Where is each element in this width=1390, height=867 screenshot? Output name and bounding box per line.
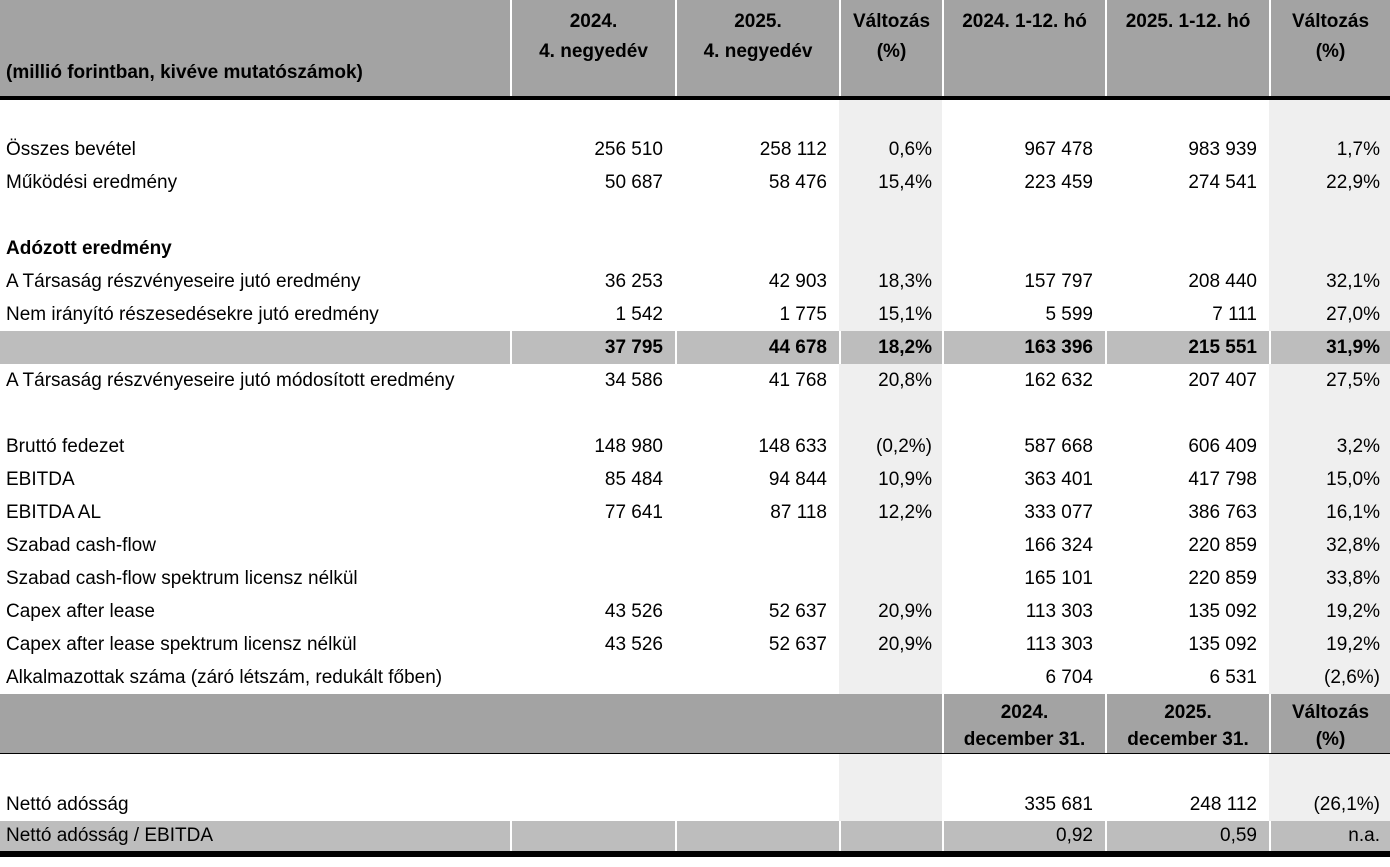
cell-value <box>1105 100 1269 133</box>
cell-value: 32,1% <box>1269 265 1390 298</box>
cell-value <box>675 199 839 232</box>
row-label: Alkalmazottak száma (záró létszám, redukált főben) <box>6 666 443 688</box>
cell-value: 606 409 <box>1188 435 1257 457</box>
cell-value <box>675 232 839 265</box>
cell-value: 386 763 <box>1188 501 1257 523</box>
cell-value: 1,7% <box>1269 133 1390 166</box>
row-label: Capex after lease <box>6 600 155 622</box>
cell-value <box>1105 199 1269 232</box>
cell-value: 15,0% <box>1269 463 1390 496</box>
cell-value: 27,5% <box>1269 364 1390 397</box>
cell-value <box>839 788 942 821</box>
row-label: A Társaság részvényeseire jutó eredmény <box>6 270 361 292</box>
cell-value: 148 980 <box>594 435 663 457</box>
row-label: Szabad cash-flow spektrum licensz nélkül <box>6 567 358 589</box>
cell-value: 165 101 <box>1024 567 1093 589</box>
header-line: Változás <box>852 11 931 32</box>
cell-value: 248 112 <box>1189 793 1257 815</box>
row-label: Működési eredmény <box>6 171 178 193</box>
table-row <box>0 821 1390 851</box>
row-label <box>0 397 510 430</box>
cell-value: 967 478 <box>1024 138 1093 160</box>
header-cell-empty <box>0 694 942 753</box>
table-row <box>0 166 1390 199</box>
cell-value: 163 396 <box>942 331 1105 364</box>
cell-value: 7 111 <box>1212 303 1257 325</box>
cell-value <box>839 661 942 694</box>
header-line: december 31. <box>963 729 1086 750</box>
cell-value <box>675 562 839 595</box>
cell-value <box>839 562 942 595</box>
cell-value <box>1269 397 1390 430</box>
cell-value <box>1269 232 1390 265</box>
cell-value: 6 704 <box>1045 666 1093 688</box>
header-line: 2024. 1-12. hó <box>962 11 1087 32</box>
cell-value: 87 118 <box>770 501 827 523</box>
header-cell-2024-dec31 <box>942 694 1105 753</box>
row-label: Nettó adósság <box>6 793 129 815</box>
cell-value: 58 476 <box>768 171 827 193</box>
cell-value <box>675 661 839 694</box>
cell-value <box>510 397 675 430</box>
row-label: EBITDA AL <box>6 501 102 523</box>
header-line: 2024. <box>569 11 618 32</box>
table-row <box>0 463 1390 496</box>
table-row <box>0 562 1390 595</box>
header-line: 4. negyedév <box>539 41 648 62</box>
cell-value: 113 303 <box>1025 600 1093 622</box>
cell-value: 166 324 <box>1024 534 1093 556</box>
cell-value: 18,3% <box>839 265 942 298</box>
table-row <box>0 529 1390 562</box>
cell-value: 215 551 <box>1105 331 1269 364</box>
cell-value: 587 668 <box>1024 435 1093 457</box>
cell-value: 220 859 <box>1188 567 1257 589</box>
spacer-row <box>0 754 1390 788</box>
header-cell-2025-dec31 <box>1105 694 1269 753</box>
cell-value: 36 253 <box>604 270 663 292</box>
cell-value: 18,2% <box>839 331 942 364</box>
cell-value <box>1269 199 1390 232</box>
cell-value: 1 542 <box>615 303 663 325</box>
cell-value <box>1105 232 1269 265</box>
cell-value: 148 633 <box>758 435 827 457</box>
cell-value: 33,8% <box>1269 562 1390 595</box>
cell-value <box>510 754 675 788</box>
cell-value: 43 526 <box>604 600 663 622</box>
cell-value: (26,1%) <box>1269 788 1390 821</box>
row-label: Nem irányító részesedésekre jutó eredmény <box>6 303 379 325</box>
cell-value <box>510 661 675 694</box>
table-row <box>0 430 1390 463</box>
cell-value: 32,8% <box>1269 529 1390 562</box>
cell-value: 22,9% <box>1269 166 1390 199</box>
table-body-balance <box>0 754 1390 851</box>
header-line: Változás <box>1291 11 1370 32</box>
cell-value: 113 303 <box>1025 633 1093 655</box>
cell-value <box>942 397 1105 430</box>
cell-value: 34 586 <box>604 369 663 391</box>
cell-value <box>839 821 942 851</box>
spacer-row <box>0 199 1390 232</box>
cell-value: 0,59 <box>1105 821 1269 851</box>
cell-value: 6 531 <box>1209 666 1257 688</box>
cell-value <box>839 199 942 232</box>
cell-value: 20,9% <box>839 628 942 661</box>
header-line: 2025. <box>734 11 782 32</box>
cell-value <box>839 754 942 788</box>
cell-value <box>942 754 1105 788</box>
cell-value <box>1269 100 1390 133</box>
cell-value <box>942 100 1105 133</box>
cell-value: 335 681 <box>1024 793 1093 815</box>
cell-value <box>942 232 1105 265</box>
cell-value: 5 599 <box>1045 303 1093 325</box>
table-row <box>0 232 1390 265</box>
header-line: 2025. <box>1164 702 1212 723</box>
cell-value: 43 526 <box>604 633 663 655</box>
header-line: 4. negyedév <box>703 41 813 62</box>
cell-value: 1 775 <box>779 303 827 325</box>
row-label <box>0 100 510 133</box>
cell-value: 220 859 <box>1188 534 1257 556</box>
cell-value: 15,4% <box>839 166 942 199</box>
cell-value: 3,2% <box>1269 430 1390 463</box>
cell-value: 77 641 <box>604 501 663 523</box>
row-label: Capex after lease spektrum licensz nélkül <box>6 633 357 655</box>
header-line: 2025. 1-12. hó <box>1125 11 1251 32</box>
row-label: Bruttó fedezet <box>6 435 125 457</box>
cell-value <box>675 529 839 562</box>
header-line: Változás <box>1291 702 1370 723</box>
cell-value <box>510 199 675 232</box>
cell-value <box>1105 754 1269 788</box>
cell-value <box>510 232 675 265</box>
table-header-secondary <box>0 694 1390 754</box>
cell-value: 363 401 <box>1024 468 1093 490</box>
cell-value <box>675 397 839 430</box>
row-label: Összes bevétel <box>6 138 136 160</box>
table-row <box>0 331 1390 364</box>
cell-value <box>675 788 839 821</box>
spacer-row <box>0 397 1390 430</box>
row-label: EBITDA <box>6 468 75 490</box>
header-cell-2024-q4 <box>510 0 675 96</box>
row-label <box>0 199 510 232</box>
cell-value: 0,92 <box>942 821 1105 851</box>
table-row <box>0 265 1390 298</box>
cell-value: 19,2% <box>1269 628 1390 661</box>
cell-value: 16,1% <box>1269 496 1390 529</box>
row-label: Nettó adósság / EBITDA <box>0 821 510 851</box>
cell-value: (0,2%) <box>839 430 942 463</box>
table-row <box>0 595 1390 628</box>
cell-value: 258 112 <box>759 138 827 160</box>
cell-value <box>510 562 675 595</box>
header-line: 2024. <box>1000 702 1049 723</box>
unit-note <box>0 0 510 96</box>
cell-value: 15,1% <box>839 298 942 331</box>
cell-value: 41 768 <box>768 369 827 391</box>
row-label <box>0 331 510 364</box>
cell-value: 44 678 <box>675 331 839 364</box>
cell-value: 0,6% <box>839 133 942 166</box>
cell-value <box>675 754 839 788</box>
cell-value: n.a. <box>1269 821 1390 851</box>
cell-value: 333 077 <box>1024 501 1093 523</box>
cell-value: (2,6%) <box>1269 661 1390 694</box>
table-row <box>0 496 1390 529</box>
header-line: (%) <box>876 41 907 62</box>
cell-value: 162 632 <box>1024 369 1093 391</box>
header-cell-2025-ytd <box>1105 0 1269 96</box>
cell-value: 50 687 <box>604 171 663 193</box>
cell-value: 52 637 <box>768 600 827 622</box>
table-row <box>0 661 1390 694</box>
table-row <box>0 364 1390 397</box>
cell-value: 42 903 <box>768 270 827 292</box>
cell-value: 85 484 <box>604 468 663 490</box>
cell-value: 417 798 <box>1188 468 1257 490</box>
cell-value <box>510 100 675 133</box>
cell-value: 94 844 <box>768 468 827 490</box>
cell-value <box>1105 397 1269 430</box>
cell-value <box>839 100 942 133</box>
cell-value: 208 440 <box>1188 270 1257 292</box>
cell-value: 10,9% <box>839 463 942 496</box>
cell-value: 274 541 <box>1188 171 1257 193</box>
row-label: Szabad cash-flow <box>6 534 156 556</box>
cell-value: 256 510 <box>594 138 663 160</box>
table-row <box>0 298 1390 331</box>
header-cell-2025-q4 <box>675 0 839 96</box>
cell-value: 19,2% <box>1269 595 1390 628</box>
cell-value <box>510 788 675 821</box>
cell-value <box>510 821 675 851</box>
cell-value <box>839 232 942 265</box>
cell-value: 157 797 <box>1024 270 1093 292</box>
table-row <box>0 788 1390 821</box>
cell-value <box>675 821 839 851</box>
cell-value: 37 795 <box>510 331 675 364</box>
cell-value <box>942 199 1105 232</box>
spacer-row <box>0 100 1390 133</box>
cell-value: 31,9% <box>1269 331 1390 364</box>
cell-value: 207 407 <box>1188 369 1257 391</box>
cell-value <box>839 397 942 430</box>
row-label <box>0 754 510 788</box>
cell-value: 135 092 <box>1188 633 1257 655</box>
header-cell-change-dec <box>1269 694 1390 753</box>
row-label: A Társaság részvényeseire jutó módosított eredmény <box>6 369 455 391</box>
cell-value <box>839 529 942 562</box>
header-cell-change-q <box>839 0 942 96</box>
row-label: Adózott eredmény <box>6 237 172 259</box>
cell-value: 20,9% <box>839 595 942 628</box>
cell-value: 52 637 <box>768 633 827 655</box>
cell-value: 20,8% <box>839 364 942 397</box>
table-row <box>0 133 1390 166</box>
table-header-primary <box>0 0 1390 100</box>
cell-value <box>675 100 839 133</box>
cell-value: 27,0% <box>1269 298 1390 331</box>
header-line: december 31. <box>1127 729 1249 750</box>
cell-value: 12,2% <box>839 496 942 529</box>
header-cell-change-ytd <box>1269 0 1390 96</box>
cell-value <box>1269 754 1390 788</box>
table-row <box>0 628 1390 661</box>
cell-value: 135 092 <box>1188 600 1257 622</box>
table-body-main <box>0 100 1390 694</box>
cell-value: 223 459 <box>1024 171 1093 193</box>
header-line: (%) <box>1315 729 1346 750</box>
cell-value: 983 939 <box>1188 138 1257 160</box>
cell-value <box>510 529 675 562</box>
header-cell-2024-ytd <box>942 0 1105 96</box>
unit-note-text: (millió forintban, kivéve mutatószámok) <box>6 62 363 83</box>
header-line: (%) <box>1315 41 1346 62</box>
